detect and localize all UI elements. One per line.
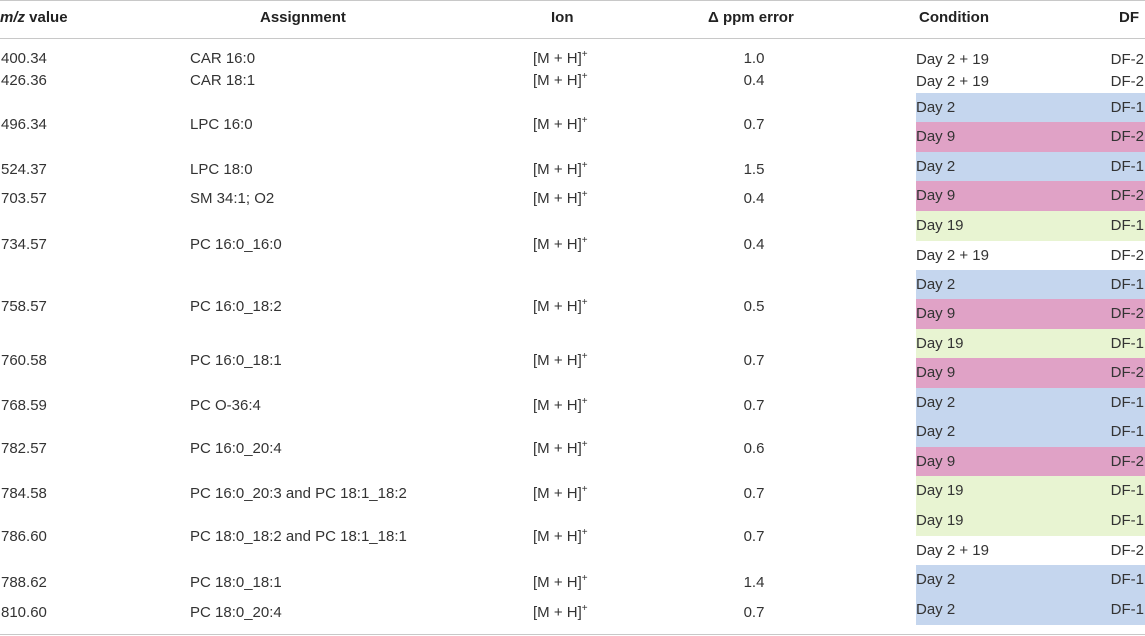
df-label: DF-1 xyxy=(1110,276,1144,293)
mz-value-cell: 496.34 xyxy=(1,116,47,133)
condition-cell xyxy=(916,211,1145,241)
ion-charge: + xyxy=(581,189,588,200)
df-label: DF-1 xyxy=(1110,571,1144,588)
ppm-error-cell: 0.6 xyxy=(743,440,765,457)
assignment-cell: PC 16:0_18:2 xyxy=(190,298,282,315)
condition-label: Day 9 xyxy=(916,453,956,470)
condition-label: Day 19 xyxy=(916,217,964,234)
condition-label: Day 19 xyxy=(916,512,964,529)
ion-base: [M + H] xyxy=(533,50,582,67)
ion-base: [M + H] xyxy=(533,236,582,253)
df-label: DF-2 xyxy=(1110,73,1144,90)
ion-base: [M + H] xyxy=(533,604,582,621)
condition-cell xyxy=(916,417,1145,447)
condition-label: Day 2 xyxy=(916,99,956,116)
ion-charge: + xyxy=(581,603,588,614)
ion-charge: + xyxy=(581,49,588,60)
ion-cell xyxy=(533,50,588,68)
mz-value-cell: 703.57 xyxy=(1,190,47,207)
df-label: DF-2 xyxy=(1110,128,1144,145)
condition-cell xyxy=(916,241,1145,270)
ion-base: [M + H] xyxy=(533,352,582,369)
condition-label: Day 19 xyxy=(916,482,964,499)
ion-base: [M + H] xyxy=(533,440,582,457)
df-label: DF-2 xyxy=(1110,305,1144,322)
assignment-cell: PC 18:0_18:1 xyxy=(190,574,282,591)
ion-charge: + xyxy=(581,235,588,246)
condition-label: Day 2 xyxy=(916,394,956,411)
ppm-error-cell: 0.7 xyxy=(743,352,765,369)
condition-label: Day 2 xyxy=(916,276,956,293)
df-label: DF-2 xyxy=(1110,542,1144,559)
ion-cell xyxy=(533,298,588,316)
ion-base: [M + H] xyxy=(533,72,582,89)
mz-value-cell: 758.57 xyxy=(1,298,47,315)
mz-value-cell: 782.57 xyxy=(1,440,47,457)
ion-cell xyxy=(533,190,588,208)
ion-cell xyxy=(533,574,588,592)
assignment-cell: LPC 18:0 xyxy=(190,161,253,178)
df-label: DF-1 xyxy=(1110,601,1144,618)
df-label: DF-1 xyxy=(1110,217,1144,234)
condition-label: Day 19 xyxy=(916,335,964,352)
condition-label: Day 2 xyxy=(916,571,956,588)
ion-base: [M + H] xyxy=(533,397,582,414)
condition-cell xyxy=(916,152,1145,181)
assignment-cell: PC 16:0_20:3 and PC 18:1_18:2 xyxy=(190,485,407,502)
condition-label: Day 9 xyxy=(916,187,956,204)
header-mz xyxy=(0,9,68,26)
condition-cell xyxy=(916,299,1145,329)
df-label: DF-2 xyxy=(1110,187,1144,204)
assignment-cell: SM 34:1; O2 xyxy=(190,190,275,207)
condition-cell xyxy=(916,536,1145,565)
assignment-cell: PC 18:0_20:4 xyxy=(190,604,282,621)
condition-cell xyxy=(916,388,1145,417)
bottom-rule xyxy=(0,634,1145,635)
header-df: DF xyxy=(1119,9,1139,26)
condition-cell xyxy=(916,329,1145,358)
ion-charge: + xyxy=(581,527,588,538)
ion-base: [M + H] xyxy=(533,161,582,178)
header-ppm: Δ ppm error xyxy=(708,9,794,26)
df-label: DF-2 xyxy=(1110,51,1144,68)
ppm-error-cell: 0.7 xyxy=(743,604,765,621)
condition-cell xyxy=(916,358,1145,388)
ppm-error-cell: 0.4 xyxy=(743,236,765,253)
ion-charge: + xyxy=(581,71,588,82)
ion-charge: + xyxy=(581,351,588,362)
ion-cell xyxy=(533,528,588,546)
condition-label: Day 2 xyxy=(916,158,956,175)
top-rule xyxy=(0,0,1145,1)
ion-base: [M + H] xyxy=(533,485,582,502)
assignment-cell: PC 16:0_16:0 xyxy=(190,236,282,253)
header-ion: Ion xyxy=(551,9,574,26)
df-label: DF-1 xyxy=(1110,99,1144,116)
ion-charge: + xyxy=(581,439,588,450)
condition-cell xyxy=(916,447,1145,476)
ion-base: [M + H] xyxy=(533,190,582,207)
condition-cell xyxy=(916,181,1145,211)
df-label: DF-1 xyxy=(1110,512,1144,529)
condition-label: Day 2 xyxy=(916,601,956,618)
ion-cell xyxy=(533,161,588,179)
condition-cell xyxy=(916,565,1145,595)
ion-base: [M + H] xyxy=(533,574,582,591)
mz-value-cell: 786.60 xyxy=(1,528,47,545)
ion-charge: + xyxy=(581,115,588,126)
mz-value-cell: 810.60 xyxy=(1,604,47,621)
ion-charge: + xyxy=(581,297,588,308)
condition-cell xyxy=(916,270,1145,299)
header-assignment: Assignment xyxy=(260,9,346,26)
ppm-error-cell: 0.4 xyxy=(743,72,765,89)
condition-label: Day 2 + 19 xyxy=(916,51,989,68)
assignment-cell: CAR 18:1 xyxy=(190,72,256,89)
assignment-cell: PC 16:0_20:4 xyxy=(190,440,282,457)
condition-cell xyxy=(916,595,1145,625)
ion-base: [M + H] xyxy=(533,528,582,545)
condition-label: Day 9 xyxy=(916,128,956,145)
ion-charge: + xyxy=(581,573,588,584)
ppm-error-cell: 0.7 xyxy=(743,485,765,502)
ion-cell xyxy=(533,236,588,254)
ppm-error-cell: 1.4 xyxy=(743,574,765,591)
condition-cell xyxy=(916,71,1145,93)
assignment-cell: PC 16:0_18:1 xyxy=(190,352,282,369)
assignment-cell: PC O-36:4 xyxy=(190,397,261,414)
mz-value-cell: 760.58 xyxy=(1,352,47,369)
mz-value-cell: 768.59 xyxy=(1,397,47,414)
condition-label: Day 2 + 19 xyxy=(916,247,989,264)
condition-label: Day 2 xyxy=(916,423,956,440)
ion-cell xyxy=(533,352,588,370)
mz-value-cell: 426.36 xyxy=(1,72,47,89)
condition-cell xyxy=(916,93,1145,122)
mz-value-cell: 734.57 xyxy=(1,236,47,253)
ion-cell xyxy=(533,397,588,415)
assignment-cell: CAR 16:0 xyxy=(190,50,256,67)
mz-value-cell: 400.34 xyxy=(1,50,47,67)
df-label: DF-1 xyxy=(1110,423,1144,440)
ion-cell xyxy=(533,604,588,622)
mz-value-cell: 784.58 xyxy=(1,485,47,502)
condition-label: Day 9 xyxy=(916,305,956,322)
condition-cell xyxy=(916,122,1145,152)
df-label: DF-2 xyxy=(1110,247,1144,264)
mz-value-cell: 524.37 xyxy=(1,161,47,178)
condition-cell xyxy=(916,506,1145,536)
df-label: DF-1 xyxy=(1110,158,1144,175)
condition-cell xyxy=(916,49,1145,71)
header-condition: Condition xyxy=(919,9,989,26)
ion-cell xyxy=(533,72,588,90)
ion-charge: + xyxy=(581,160,588,171)
assignment-cell: LPC 16:0 xyxy=(190,116,253,133)
header-rule xyxy=(0,38,1145,39)
assignment-cell: PC 18:0_18:2 and PC 18:1_18:1 xyxy=(190,528,407,545)
df-label: DF-1 xyxy=(1110,394,1144,411)
ppm-error-cell: 1.5 xyxy=(743,161,765,178)
ion-cell xyxy=(533,116,588,134)
df-label: DF-2 xyxy=(1110,364,1144,381)
condition-label: Day 9 xyxy=(916,364,956,381)
ppm-error-cell: 0.7 xyxy=(743,528,765,545)
condition-label: Day 2 + 19 xyxy=(916,73,989,90)
ppm-error-cell: 0.7 xyxy=(743,397,765,414)
ion-charge: + xyxy=(581,484,588,495)
header-mz-rest: value xyxy=(25,9,68,26)
ion-base: [M + H] xyxy=(533,116,582,133)
ion-base: [M + H] xyxy=(533,298,582,315)
df-label: DF-1 xyxy=(1110,482,1144,499)
ppm-error-cell: 0.7 xyxy=(743,116,765,133)
ion-charge: + xyxy=(581,396,588,407)
mz-value-cell: 788.62 xyxy=(1,574,47,591)
ppm-error-cell: 0.4 xyxy=(743,190,765,207)
header-mz-italic: m/z xyxy=(0,9,26,26)
ppm-error-cell: 0.5 xyxy=(743,298,765,315)
condition-label: Day 2 + 19 xyxy=(916,542,989,559)
df-label: DF-1 xyxy=(1110,335,1144,352)
ion-cell xyxy=(533,440,588,458)
ppm-error-cell: 1.0 xyxy=(743,50,765,67)
condition-cell xyxy=(916,476,1145,506)
df-label: DF-2 xyxy=(1110,453,1144,470)
ion-cell xyxy=(533,485,588,503)
